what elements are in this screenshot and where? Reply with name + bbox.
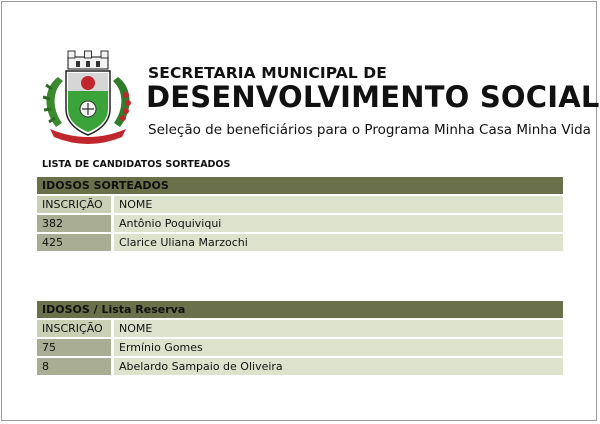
section-idosos-sorteados <box>37 177 563 251</box>
secretaria-heading: SECRETARIA MUNICIPAL DE <box>148 64 387 82</box>
cell-inscricao: 75 <box>37 339 111 356</box>
table-row <box>37 234 563 251</box>
coat-of-arms-icon <box>38 47 138 145</box>
table-header-row <box>37 196 563 213</box>
section-idosos-lista-reserva <box>37 301 563 375</box>
section-title: IDOSOS / Lista Reserva <box>37 301 563 318</box>
cell-inscricao: 382 <box>37 215 111 232</box>
department-title: DESENVOLVIMENTO SOCIAL <box>146 80 600 114</box>
table-row <box>37 358 563 375</box>
table-row <box>37 215 563 232</box>
cell-inscricao: 8 <box>37 358 111 375</box>
cell-nome: Abelardo Sampaio de Oliveira <box>114 358 563 375</box>
column-header-inscricao: INSCRIÇÃO <box>37 320 111 337</box>
table-header-row <box>37 320 563 337</box>
cell-nome: Clarice Uliana Marzochi <box>114 234 563 251</box>
column-header-nome: NOME <box>114 196 563 213</box>
program-subtitle: Seleção de beneficiários para o Programa Minha Casa Minha Vida <box>148 122 591 138</box>
column-header-nome: NOME <box>114 320 563 337</box>
table-row <box>37 339 563 356</box>
cell-nome: Antônio Poquiviqui <box>114 215 563 232</box>
cell-nome: Ermínio Gomes <box>114 339 563 356</box>
section-title: IDOSOS SORTEADOS <box>37 177 563 194</box>
column-header-inscricao: INSCRIÇÃO <box>37 196 111 213</box>
cell-inscricao: 425 <box>37 234 111 251</box>
list-title: LISTA DE CANDIDATOS SORTEADOS <box>42 159 231 170</box>
